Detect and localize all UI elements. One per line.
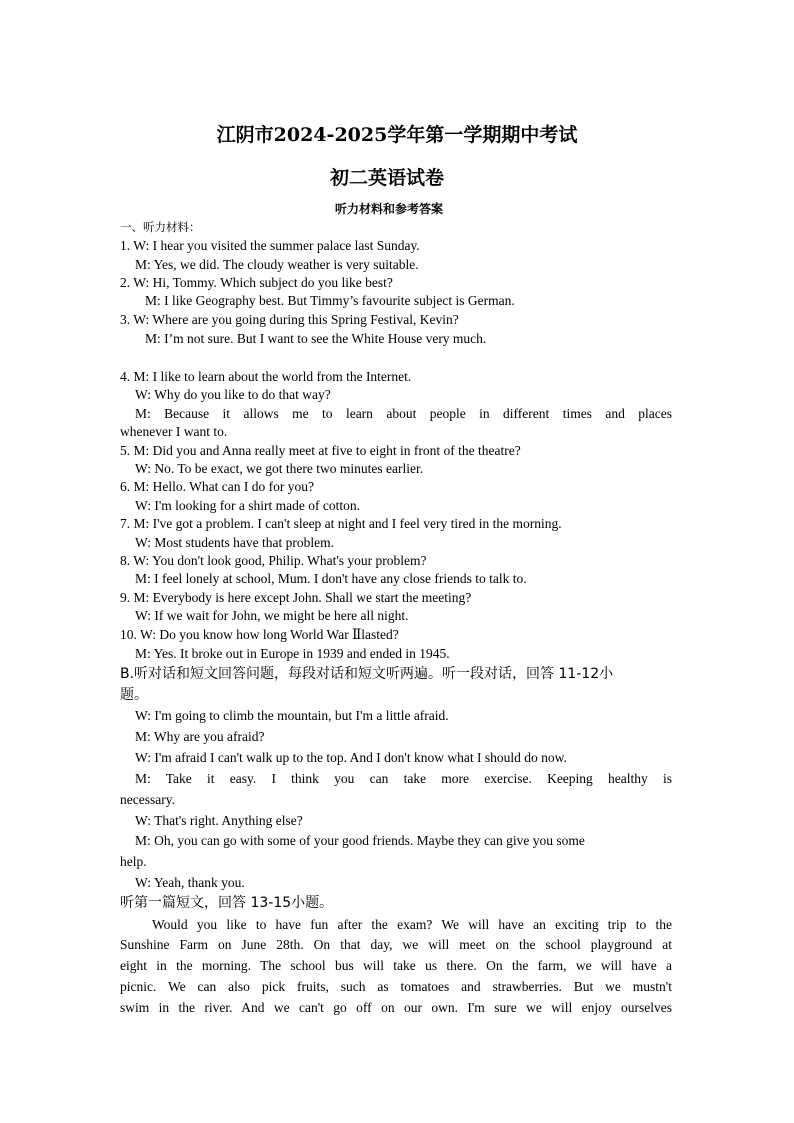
- passage-instructions: 听第一篇短文，回答 13-15小题。: [120, 895, 334, 911]
- transcript-line: 4. M: I like to learn about the world from the Internet.: [120, 369, 412, 384]
- transcript-line: 3. W: Where are you going during this Spring Festival, Kevin?: [120, 312, 459, 327]
- transcript-line: M: I feel lonely at school, Mum. I don't have any close friends to talk to.: [135, 571, 527, 586]
- dialogue-line: W: Yeah, thank you.: [135, 875, 245, 890]
- transcript-line: 6. M: Hello. What can I do for you?: [120, 479, 314, 494]
- dialogue-line: W: That's right. Anything else?: [135, 813, 303, 828]
- transcript-line: 5. M: Did you and Anna really meet at five to eight in front of the theatre?: [120, 443, 521, 458]
- dialogue-line: help.: [120, 854, 147, 869]
- section-b-instructions: 题。: [120, 687, 148, 703]
- document-title: 江阴市2024-2025学年第一学期期中考试: [216, 124, 578, 146]
- dialogue-line: M: Why are you afraid?: [135, 729, 265, 744]
- transcript-line: M: Because it allows me to learn about people in different times and places: [135, 406, 672, 421]
- transcript-line: 1. W: I hear you visited the summer palace last Sunday.: [120, 238, 420, 253]
- section-b-instructions: B.听对话和短文回答问题，每段对话和短文听两遍。听一段对话，回答 11-12小: [120, 666, 614, 682]
- transcript-line: W: Most students have that problem.: [135, 535, 334, 550]
- transcript-line: 7. M: I've got a problem. I can't sleep at night and I feel very tired in the morning.: [120, 516, 562, 531]
- passage-line: picnic. We can also pick fruits, such as tomatoes and strawberries. But we mustn't: [120, 979, 672, 994]
- passage-line: swim in the river. And we can't go off on our own. I'm sure we will enjoy ourselves: [120, 1000, 672, 1015]
- transcript-line: W: If we wait for John, we might be here all night.: [135, 608, 409, 623]
- transcript-line: W: Why do you like to do that way?: [135, 387, 331, 402]
- transcript-line: 9. M: Everybody is here except John. Shall we start the meeting?: [120, 590, 472, 605]
- document-caption: 听力材料和参考答案: [334, 202, 443, 216]
- dialogue-line: W: I'm going to climb the mountain, but I'm a little afraid.: [135, 708, 449, 723]
- dialogue-line: W: I'm afraid I can't walk up to the top. And I don't know what I should do now.: [135, 750, 567, 765]
- dialogue-line: M: Oh, you can go with some of your good friends. Maybe they can give you some: [135, 833, 585, 848]
- document-subtitle: 初二英语试卷: [329, 167, 444, 189]
- transcript-line: W: I'm looking for a shirt made of cotton.: [135, 498, 361, 513]
- transcript-line: whenever I want to.: [120, 424, 228, 439]
- passage-line: eight in the morning. The school bus will take us there. On the farm, we will have a: [120, 958, 672, 973]
- transcript-line: M: I’m not sure. But I want to see the White House very much.: [145, 331, 487, 346]
- passage-line: Would you like to have fun after the exam? We will have an exciting trip to the: [152, 917, 672, 932]
- transcript-line: W: No. To be exact, we got there two minutes earlier.: [135, 461, 424, 476]
- transcript-line: M: Yes, we did. The cloudy weather is very suitable.: [135, 257, 419, 272]
- transcript-line: M: Yes. It broke out in Europe in 1939 and ended in 1945.: [135, 646, 450, 661]
- dialogue-line: necessary.: [120, 792, 175, 807]
- transcript-line: M: I like Geography best. But Timmy’s favourite subject is German.: [145, 293, 515, 308]
- transcript-line: 10. W: Do you know how long World War Ⅱlasted?: [120, 627, 399, 642]
- transcript-line: 2. W: Hi, Tommy. Which subject do you like best?: [120, 275, 393, 290]
- section-heading: 一、听力材料：: [120, 220, 201, 234]
- dialogue-line: M: Take it easy. I think you can take more exercise. Keeping healthy is: [135, 771, 672, 786]
- transcript-line: 8. W: You don't look good, Philip. What's your problem?: [120, 553, 427, 568]
- passage-line: Sunshine Farm on June 28th. On that day, we will meet on the school playground at: [120, 937, 672, 952]
